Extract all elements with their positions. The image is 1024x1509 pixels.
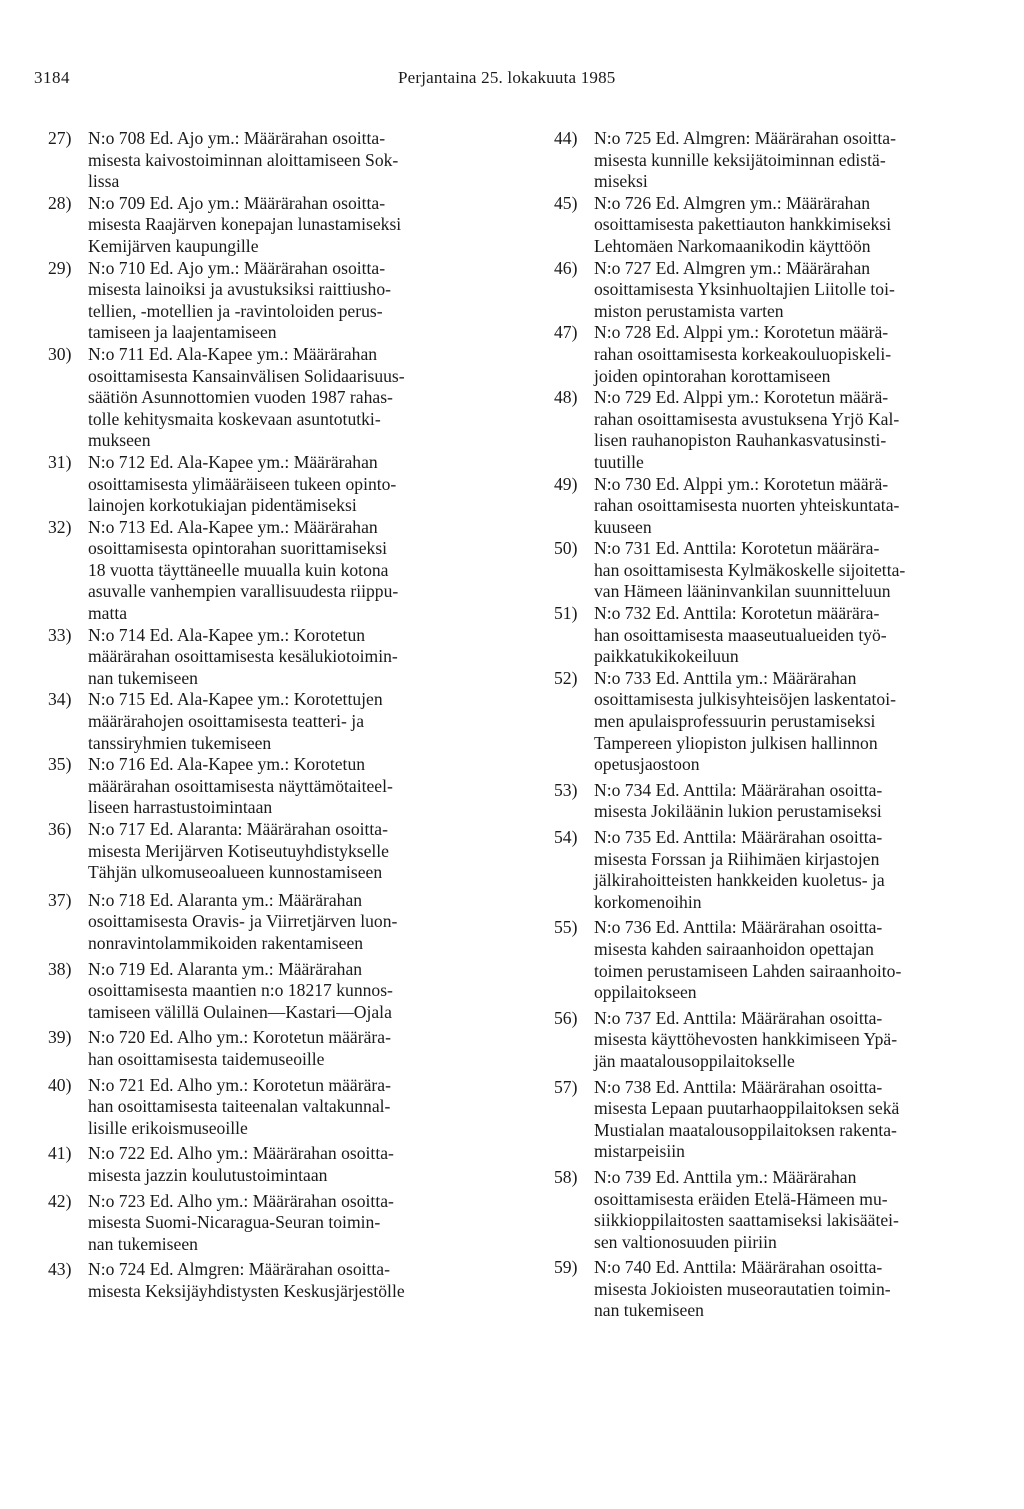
item-text: N:o 733 Ed. Anttila ym.: Määrärahan osoittamisesta julkisyhteisöjen laskentatoi- men apulaisprofessuurin perustamiseksi Tampereen yliopiston julkisen hallinnon opetusjaostoon <box>594 667 896 775</box>
item-number: 33) <box>48 624 72 645</box>
item-text: N:o 730 Ed. Alppi ym.: Korotetun määrä- rahan osoittamisesta nuorten yhteiskuntata- kuuseen <box>594 473 900 537</box>
list-item <box>48 1259 518 1302</box>
item-text: N:o 713 Ed. Ala-Kapee ym.: Määrärahan osoittamisesta opintorahan suorittamiseksi 18 vuotta täyttäneelle muualla kuin kotona asuvalle vanhempien varallisuudesta riippu- matta <box>88 516 399 624</box>
item-number: 44) <box>554 128 578 148</box>
list-item <box>48 452 518 517</box>
list-item <box>48 1191 518 1256</box>
item-text: N:o 728 Ed. Alppi ym.: Korotetun määrä- rahan osoittamisesta korkeakouluopiskeli- joiden opintorahan korottamiseen <box>594 322 892 386</box>
item-number: 40) <box>48 1074 72 1095</box>
item-text: N:o 735 Ed. Anttila: Määrärahan osoitta- misesta Forssan ja Riihimäen kirjastojen jälkirahoitteisten hankkeiden kuoletus- ja korkomenoihin <box>594 827 885 912</box>
item-number: 49) <box>554 473 578 494</box>
item-number: 36) <box>48 819 72 839</box>
item-number: 45) <box>554 192 578 213</box>
item-number: 30) <box>48 343 72 364</box>
list-item <box>48 128 518 193</box>
list-item <box>554 827 998 913</box>
item-text: N:o 716 Ed. Ala-Kapee ym.: Korotetun määrärahan osoittamisesta näyttämötaiteel- liseen harrastustoimintaan <box>88 754 393 818</box>
item-number: 58) <box>554 1166 578 1187</box>
item-text: N:o 727 Ed. Almgren ym.: Määrärahan osoittamisesta Yksinhuoltajien Liitolle toi- miston perustamista varten <box>594 257 895 321</box>
item-text: N:o 739 Ed. Anttila ym.: Määrärahan osoittamisesta eräiden Etelä-Hämeen mu- siikkioppilaitosten saattamiseksi lakisäätei- sen valtionosuuden piiriin <box>594 1166 899 1252</box>
right-column <box>554 128 998 1322</box>
item-text: N:o 732 Ed. Anttila: Korotetun määrära- han osoittamisesta maaseutualueiden työ- paikkatukikokeiluun <box>594 603 887 667</box>
list-item <box>554 917 998 1003</box>
item-text: N:o 708 Ed. Ajo ym.: Määrärahan osoitta- misesta kaivostoiminnan aloittamiseen Sok- lissa <box>88 128 399 192</box>
item-number: 56) <box>554 1007 578 1028</box>
list-item <box>554 387 998 473</box>
item-number: 51) <box>554 603 578 624</box>
list-item <box>554 668 998 776</box>
item-number: 32) <box>48 516 72 537</box>
item-text: N:o 710 Ed. Ajo ym.: Määrärahan osoitta- misesta lainoiksi ja avustuksiksi raittiusho- tellien, -motellien ja -ravintoloiden perus- tamiseen ja laajentamiseen <box>88 257 391 343</box>
list-item <box>48 193 518 258</box>
list-item <box>554 128 998 193</box>
item-text: N:o 717 Ed. Alaranta: Määrärahan osoitta- misesta Merijärven Kotiseutuyhdistykselle Tähjän ulkomuseoalueen kunnostamiseen <box>88 819 389 883</box>
item-number: 50) <box>554 538 578 559</box>
list-item <box>48 625 518 690</box>
page-header <box>0 68 1024 92</box>
item-number: 35) <box>48 754 72 775</box>
item-number: 43) <box>48 1259 72 1280</box>
item-text: N:o 715 Ed. Ala-Kapee ym.: Korotettujen määrärahojen osoittamisesta teatteri- ja tanssiryhmien tukemiseen <box>88 689 383 753</box>
list-item <box>48 1143 518 1186</box>
item-number: 55) <box>554 917 578 938</box>
list-item <box>554 474 998 539</box>
item-number: 34) <box>48 689 72 710</box>
list-item <box>554 1008 998 1073</box>
list-item <box>48 689 518 754</box>
item-text: N:o 718 Ed. Alaranta ym.: Määrärahan osoittamisesta Oravis- ja Viirretjärven luon- nonravintolammikoiden rakentamiseen <box>88 889 398 953</box>
item-number: 54) <box>554 827 578 847</box>
item-number: 47) <box>554 322 578 343</box>
item-text: N:o 724 Ed. Almgren: Määrärahan osoitta- misesta Keksijäyhdistysten Keskusjärjestölle <box>88 1259 405 1301</box>
list-item <box>48 517 518 625</box>
item-text: N:o 711 Ed. Ala-Kapee ym.: Määrärahan osoittamisesta Kansainvälisen Solidaarisuus- säätiön Asunnottomien vuoden 1987 rahas- tolle kehitysmaita koskevaan asuntotutki- mukseen <box>88 343 405 451</box>
item-number: 41) <box>48 1143 72 1164</box>
item-text: N:o 723 Ed. Alho ym.: Määrärahan osoitta- misesta Suomi-Nicaragua-Seuran toimin- nan tukemiseen <box>88 1190 394 1254</box>
list-item <box>48 258 518 344</box>
item-text: N:o 722 Ed. Alho ym.: Määrärahan osoitta- misesta jazzin koulutustoimintaan <box>88 1143 394 1185</box>
item-text: N:o 712 Ed. Ala-Kapee ym.: Määrärahan osoittamisesta ylimääräiseen tukeen opinto- lainojen korkotukiajan pidentämiseksi <box>88 451 397 516</box>
list-item <box>48 344 518 452</box>
item-text: N:o 731 Ed. Anttila: Korotetun määrära- han osoittamisesta Kylmäkoskelle sijoitetta- van Hämeen lääninvankilan suunnitteluun <box>594 538 906 602</box>
item-text: N:o 720 Ed. Alho ym.: Korotetun määrära- han osoittamisesta taidemuseoille <box>88 1027 391 1069</box>
item-text: N:o 729 Ed. Alppi ym.: Korotetun määrä- rahan osoittamisesta avustuksena Yrjö Kal- lisen rauhanopiston Rauhankasvatusinsti- tuutille <box>594 387 900 472</box>
item-number: 38) <box>48 958 72 979</box>
item-text: N:o 726 Ed. Almgren ym.: Määrärahan osoittamisesta pakettiauton hankkimiseksi Lehtomäen Narkomaanikodin käyttöön <box>594 192 892 256</box>
item-text: N:o 737 Ed. Anttila: Määrärahan osoitta- misesta käyttöhevosten hankkimiseen Ypä- jän maatalousoppilaitokselle <box>594 1007 898 1071</box>
list-item <box>48 890 518 955</box>
item-text: N:o 725 Ed. Almgren: Määrärahan osoitta- misesta kunnille keksijätoiminnan edistä- miseksi <box>594 128 896 192</box>
item-text: N:o 740 Ed. Anttila: Määrärahan osoitta- misesta Jokioisten museorautatien toimin- nan tukemiseen <box>594 1257 891 1321</box>
item-text: N:o 721 Ed. Alho ym.: Korotetun määrära- han osoittamisesta taiteenalan valtakunnal- lisille erikoismuseoille <box>88 1074 391 1138</box>
list-item <box>554 1257 998 1322</box>
item-number: 28) <box>48 192 72 213</box>
list-item <box>554 603 998 668</box>
list-item <box>554 1167 998 1253</box>
list-item <box>48 1027 518 1070</box>
item-number: 27) <box>48 128 72 148</box>
list-item <box>554 258 998 323</box>
item-text: N:o 738 Ed. Anttila: Määrärahan osoitta- misesta Lepaan puutarhaoppilaitoksen sekä Mustialan maatalousoppilaitoksen rakenta- mistarpeisiin <box>594 1076 900 1162</box>
item-number: 42) <box>48 1190 72 1211</box>
item-text: N:o 709 Ed. Ajo ym.: Määrärahan osoitta- misesta Raajärven konepajan lunastamiseksi Kemijärven kaupungille <box>88 192 402 256</box>
item-text: N:o 719 Ed. Alaranta ym.: Määrärahan osoittamisesta maantien n:o 18217 kunnos- tamiseen välillä Oulainen—Kastari—Ojala <box>88 958 393 1022</box>
item-number: 39) <box>48 1027 72 1048</box>
list-item <box>554 193 998 258</box>
item-text: N:o 734 Ed. Anttila: Määrärahan osoitta- misesta Jokiläänin lukion perustamiseksi <box>594 779 883 822</box>
item-number: 29) <box>48 257 72 278</box>
item-text: N:o 714 Ed. Ala-Kapee ym.: Korotetun määrärahan osoittamisesta kesälukiotoimin- nan tukemiseen <box>88 624 398 688</box>
list-item <box>554 780 998 823</box>
item-number: 52) <box>554 667 578 688</box>
item-number: 48) <box>554 387 578 408</box>
list-item <box>48 1075 518 1140</box>
item-number: 57) <box>554 1076 578 1097</box>
list-item <box>48 959 518 1024</box>
running-head-date: Perjantaina 25. lokakuuta 1985 <box>398 68 616 87</box>
list-item <box>554 322 998 387</box>
item-number: 46) <box>554 257 578 278</box>
page-number: 3184 <box>34 68 70 87</box>
item-number: 31) <box>48 451 72 472</box>
left-column <box>48 128 518 1302</box>
item-number: 53) <box>554 779 578 800</box>
item-number: 37) <box>48 889 72 910</box>
list-item <box>48 819 518 884</box>
item-number: 59) <box>554 1257 578 1278</box>
list-item <box>554 538 998 603</box>
list-item <box>48 754 518 819</box>
list-item <box>554 1077 998 1163</box>
item-text: N:o 736 Ed. Anttila: Määrärahan osoitta- misesta kahden sairaanhoidon opettajan toimen perustamiseen Lahden sairaanhoito- oppilaitokseen <box>594 917 902 1003</box>
